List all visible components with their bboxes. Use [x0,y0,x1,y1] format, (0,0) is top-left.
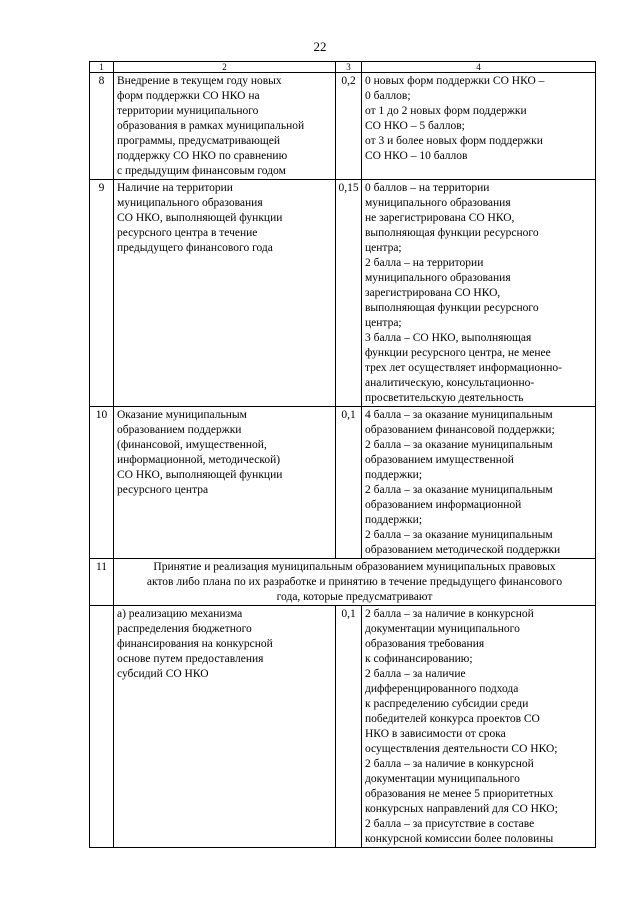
weight-value: 0,2 [336,73,362,180]
weight-value: 0,1 [336,606,362,848]
scoring-text: 4 балла – за оказание муниципальным образованием финансовой поддержки; 2 балла – за оказание муниципальным образованием имущественной поддержки; 2 балла – за оказание муниципальным образованием информационной поддержки; 2 балла – за оказание муниципальным образованием методической поддержки [362,407,596,559]
row-number: 10 [90,407,114,559]
header-col-2: 2 [114,62,336,73]
scoring-text: 0 новых форм поддержки СО НКО – 0 баллов; от 1 до 2 новых форм поддержки СО НКО – 5 баллов; от 3 и более новых форм поддержки СО НКО – 10 баллов [362,73,596,180]
row-number: 9 [90,180,114,407]
table-row [90,407,596,559]
row-number [90,606,114,848]
table-header-row [90,62,596,73]
row-number: 11 [90,559,114,606]
header-col-4: 4 [362,62,596,73]
header-col-1: 1 [90,62,114,73]
criterion-text: Оказание муниципальным образованием поддержки (финансовой, имущественной, информационной, методической) СО НКО, выполняющей функции ресурсного центра [114,407,336,559]
weight-value: 0,15 [336,180,362,407]
criterion-text: Наличие на территории муниципального образования СО НКО, выполняющей функции ресурсного центра в течение предыдущего финансового года [114,180,336,407]
criterion-text: а) реализацию механизма распределения бюджетного финансирования на конкурсной основе путем предоставления субсидий СО НКО [114,606,336,848]
weight-value: 0,1 [336,407,362,559]
row-number: 8 [90,73,114,180]
header-col-3: 3 [336,62,362,73]
criterion-text: Внедрение в текущем году новых форм поддержки СО НКО на территории муниципального образования в рамках муниципальной программы, предусматривающей поддержку СО НКО по сравнению с предыдущим финансовым годом [114,73,336,180]
table-row [90,73,596,180]
table-row [90,606,596,848]
table-row-section [90,559,596,606]
table-row [90,180,596,407]
scoring-text: 0 баллов – на территории муниципального образования не зарегистрирована СО НКО, выполняющая функции ресурсного центра; 2 балла – на территории муниципального образования зарегистрирована СО НКО, выполняющая функции ресурсного центра; 3 балла – СО НКО, выполняющая функции ресурсного центра, не менее трех лет осуществляет информационно- аналитическую, консультационно- просветительскую деятельность [362,180,596,407]
section-heading: Принятие и реализация муниципальным образованием муниципальных правовых актов либо плана по их разработке и принятию в течение предыдущего финансового года, которые предусматривают [114,559,596,606]
scoring-text: 2 балла – за наличие в конкурсной документации муниципального образования требования к софинансированию; 2 балла – за наличие дифференцированного подхода к распределению субсидии среди победителей конкурса проектов СО НКО в зависимости от срока осуществления деятельности СО НКО; 2 балла – за наличие в конкурсной документации муниципального образования не менее 5 приоритетных конкурсных направлений для СО НКО; 2 балла – за присутствие в составе конкурсной комиссии более половины [362,606,596,848]
criteria-table [89,61,596,848]
page-number: 22 [313,39,327,54]
